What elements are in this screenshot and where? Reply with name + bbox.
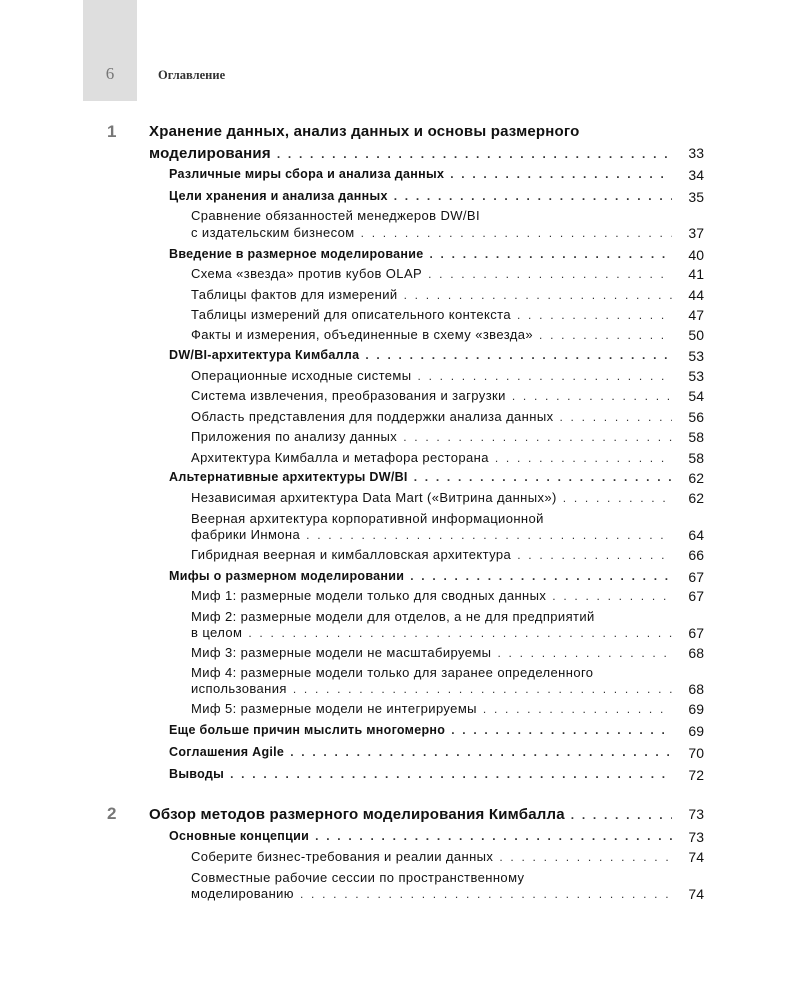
leader-dots (512, 389, 672, 403)
page-ref: 40 (688, 247, 704, 263)
toc-entry-subsection[interactable] (0, 490, 800, 510)
leader-dots (394, 189, 672, 203)
entry-title: Еще больше причин мыслить многомерно (169, 723, 451, 737)
leader-dots (495, 451, 672, 465)
page-ref: 64 (688, 527, 704, 543)
entry-title: Архитектура Кимбалла и метафора ресторана (191, 450, 495, 465)
toc-entry-subsection[interactable] (0, 588, 800, 608)
entry-title: Соберите бизнес-требования и реалии данных (191, 849, 499, 864)
toc-entry-section[interactable] (0, 348, 800, 368)
page-ref: 67 (688, 588, 704, 604)
leader-dots (418, 369, 672, 383)
toc-entry-section[interactable] (0, 767, 800, 787)
entry-title: Операционные исходные системы (191, 368, 418, 383)
toc-entry-subsection[interactable] (0, 886, 800, 906)
toc-entry-subsection[interactable] (0, 527, 800, 547)
leader-dots (499, 850, 672, 864)
leader-dots (559, 410, 672, 424)
page-ref: 33 (688, 145, 704, 161)
toc-entry-line1: Веерная архитектура корпоративной информационной (191, 511, 544, 526)
page-ref: 66 (688, 547, 704, 563)
page-number-tab (83, 0, 137, 101)
leader-dots (404, 288, 672, 302)
toc-entry-section[interactable] (0, 723, 800, 743)
page-ref: 68 (688, 645, 704, 661)
leader-dots (306, 528, 672, 542)
page-ref: 53 (688, 368, 704, 384)
toc-entry-section[interactable] (0, 167, 800, 187)
leader-dots (428, 267, 672, 281)
leader-dots (410, 569, 672, 583)
page-ref: 47 (688, 307, 704, 323)
leader-dots (517, 308, 672, 322)
page-ref: 69 (688, 723, 704, 739)
toc-entry-subsection[interactable] (0, 547, 800, 567)
toc-entry-subsection[interactable] (0, 849, 800, 869)
leader-dots (563, 491, 672, 505)
toc-entry-subsection[interactable] (0, 409, 800, 429)
toc-entry-section[interactable] (0, 470, 800, 490)
toc-entry-section[interactable] (0, 189, 800, 209)
page-ref: 73 (688, 829, 704, 845)
entry-title: Цели хранения и анализа данных (169, 189, 394, 203)
page-ref: 68 (688, 681, 704, 697)
toc-entry-chapter[interactable] (0, 145, 800, 165)
page-ref: 58 (688, 450, 704, 466)
toc-entry-subsection[interactable] (0, 327, 800, 347)
toc-entry-subsection[interactable] (0, 645, 800, 665)
toc-entry-subsection[interactable] (0, 701, 800, 721)
page-ref: 50 (688, 327, 704, 343)
entry-title: Миф 1: размерные модели только для сводных данных (191, 588, 552, 603)
entry-title: Миф 5: размерные модели не интегрируемы (191, 701, 483, 716)
page-ref: 70 (688, 745, 704, 761)
leader-dots (429, 247, 672, 261)
toc-entry-line1: Сравнение обязанностей менеджеров DW/BI (191, 208, 480, 223)
leader-dots (497, 646, 672, 660)
leader-dots (403, 430, 672, 444)
toc-entry-subsection[interactable] (0, 225, 800, 245)
page-ref: 44 (688, 287, 704, 303)
page-ref: 73 (688, 806, 704, 822)
page-ref: 69 (688, 701, 704, 717)
toc-entry-line1: Совместные рабочие сессии по пространственному (191, 870, 525, 885)
leader-dots (552, 589, 672, 603)
entry-title: Введение в размерное моделирование (169, 247, 429, 261)
page-ref: 35 (688, 189, 704, 205)
entry-title: Схема «звезда» против кубов OLAP (191, 266, 428, 281)
entry-title: Мифы о размерном моделировании (169, 569, 410, 583)
toc-entry-chapter[interactable] (0, 806, 800, 826)
entry-title: Система извлечения, преобразования и загрузки (191, 388, 512, 403)
toc-entry-subsection[interactable] (0, 266, 800, 286)
entry-title: DW/BI-архитектура Кимбалла (169, 348, 365, 362)
page-ref: 37 (688, 225, 704, 241)
page-ref: 74 (688, 886, 704, 902)
toc-entry-subsection[interactable] (0, 368, 800, 388)
leader-dots (300, 887, 672, 901)
leader-dots (450, 167, 672, 181)
entry-title: Факты и измерения, объединенные в схему «звезда» (191, 327, 539, 342)
chapter-title: моделирования (149, 145, 277, 162)
toc-entry-section[interactable] (0, 745, 800, 765)
leader-dots (451, 723, 672, 737)
entry-title: в целом (191, 625, 248, 640)
page-ref: 58 (688, 429, 704, 445)
entry-title: Таблицы измерений для описательного контекста (191, 307, 517, 322)
entry-title: использования (191, 681, 293, 696)
chapter-number: 2 (107, 804, 117, 823)
entry-title: с издательским бизнесом (191, 225, 361, 240)
toc-entry-section[interactable] (0, 569, 800, 589)
page-ref: 53 (688, 348, 704, 364)
running-title: Оглавление (158, 68, 226, 82)
leader-dots (290, 745, 672, 759)
page-ref: 41 (688, 266, 704, 282)
toc-entry-section[interactable] (0, 247, 800, 267)
toc-entry-line1: Миф 4: размерные модели только для заранее определенного (191, 665, 594, 680)
entry-title: Область представления для поддержки анализа данных (191, 409, 559, 424)
entry-title: Альтернативные архитектуры DW/BI (169, 470, 414, 484)
toc-entry-section[interactable] (0, 829, 800, 849)
entry-title: Таблицы фактов для измерений (191, 287, 404, 302)
entry-title: фабрики Инмона (191, 527, 306, 542)
leader-dots (230, 767, 672, 781)
toc-entry-line1: Миф 2: размерные модели для отделов, а не для предприятий (191, 609, 595, 624)
entry-title: Основные концепции (169, 829, 315, 843)
page-ref: 62 (688, 470, 704, 486)
toc-entry-subsection[interactable] (0, 450, 800, 470)
entry-title: Гибридная веерная и кимбалловская архитектура (191, 547, 517, 562)
toc-entry-subsection[interactable] (0, 681, 800, 701)
toc-entry-subsection[interactable] (0, 307, 800, 327)
page-ref: 74 (688, 849, 704, 865)
leader-dots (539, 328, 672, 342)
leader-dots (414, 470, 672, 484)
chapter-title-line1: Хранение данных, анализ данных и основы размерного (149, 123, 580, 140)
leader-dots (365, 348, 672, 362)
page-ref: 56 (688, 409, 704, 425)
entry-title: Выводы (169, 767, 230, 781)
page-ref: 62 (688, 490, 704, 506)
entry-title: Приложения по анализу данных (191, 429, 403, 444)
leader-dots (361, 226, 672, 240)
toc-entry-subsection[interactable] (0, 429, 800, 449)
entry-title: Соглашения Agile (169, 745, 290, 759)
page-ref: 67 (688, 625, 704, 641)
leader-dots (517, 548, 672, 562)
page-ref: 34 (688, 167, 704, 183)
leader-dots (315, 829, 672, 843)
entry-title: Миф 3: размерные модели не масштабируемы (191, 645, 497, 660)
entry-title: моделированию (191, 886, 300, 901)
toc-entry-subsection[interactable] (0, 287, 800, 307)
entry-title: Независимая архитектура Data Mart («Витрина данных») (191, 490, 563, 505)
leader-dots (483, 702, 672, 716)
leader-dots (277, 147, 672, 161)
page-ref: 54 (688, 388, 704, 404)
leader-dots (248, 626, 672, 640)
leader-dots (293, 682, 672, 696)
leader-dots (571, 808, 672, 822)
toc-entry-subsection[interactable] (0, 625, 800, 645)
page-ref: 67 (688, 569, 704, 585)
entry-title: Различные миры сбора и анализа данных (169, 167, 450, 181)
page-ref: 72 (688, 767, 704, 783)
chapter-title: Обзор методов размерного моделирования Кимбалла (149, 806, 571, 823)
toc-entry-subsection[interactable] (0, 388, 800, 408)
page-number: 6 (105, 64, 115, 83)
chapter-number: 1 (107, 122, 117, 141)
